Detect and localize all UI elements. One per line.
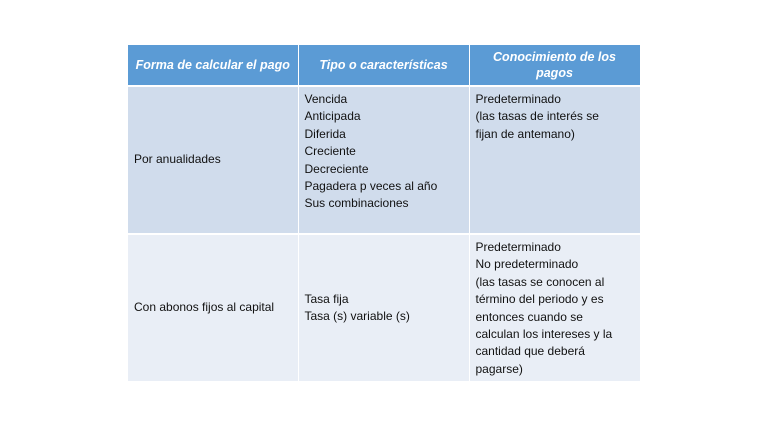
header-tipo: Tipo o características [298,45,469,86]
table-row [128,234,640,382]
conocimiento-line: Predeterminado [475,240,561,254]
header-forma: Forma de calcular el pago [128,45,298,86]
cell-forma: Con abonos fijos al capital [128,234,298,382]
tipo-item: Creciente [304,144,356,159]
tipo-item: Decreciente [304,161,369,176]
tipo-item: Sus combinaciones [304,196,409,211]
tipo-item: Vencida [304,92,348,106]
tipo-item: Anticipada [304,109,361,124]
table-row [128,86,640,234]
conocimiento-line: término del periodo y es [475,292,604,307]
cell-conocimiento [469,234,640,382]
tipo-item: Tasa (s) variable (s) [304,309,410,323]
conocimiento-line: fijan de antemano) [475,126,575,141]
header-row [128,45,640,86]
cell-tipo [298,234,469,382]
header-conocimiento: Conocimiento de los pagos [469,45,640,86]
conocimiento-line: calculan los intereses y la [475,327,613,342]
conocimiento-line: Predeterminado [475,92,561,106]
conocimiento-line: entonces cuando se [475,309,583,324]
conocimiento-line: (las tasas de interés se [475,109,599,124]
conocimiento-line: (las tasas se conocen al [475,274,605,289]
cell-tipo [298,86,469,234]
tipo-item: Pagadera p veces al año [304,179,438,194]
conocimiento-line: No predeterminado [475,257,579,272]
cell-forma: Por anualidades [128,86,298,234]
payment-methods-table [128,45,641,383]
conocimiento-line: cantidad que deberá [475,344,585,359]
tipo-item: Diferida [304,126,346,141]
tipo-item: Tasa fija [304,291,349,306]
cell-conocimiento [469,86,640,234]
conocimiento-line: pagarse) [475,361,523,376]
